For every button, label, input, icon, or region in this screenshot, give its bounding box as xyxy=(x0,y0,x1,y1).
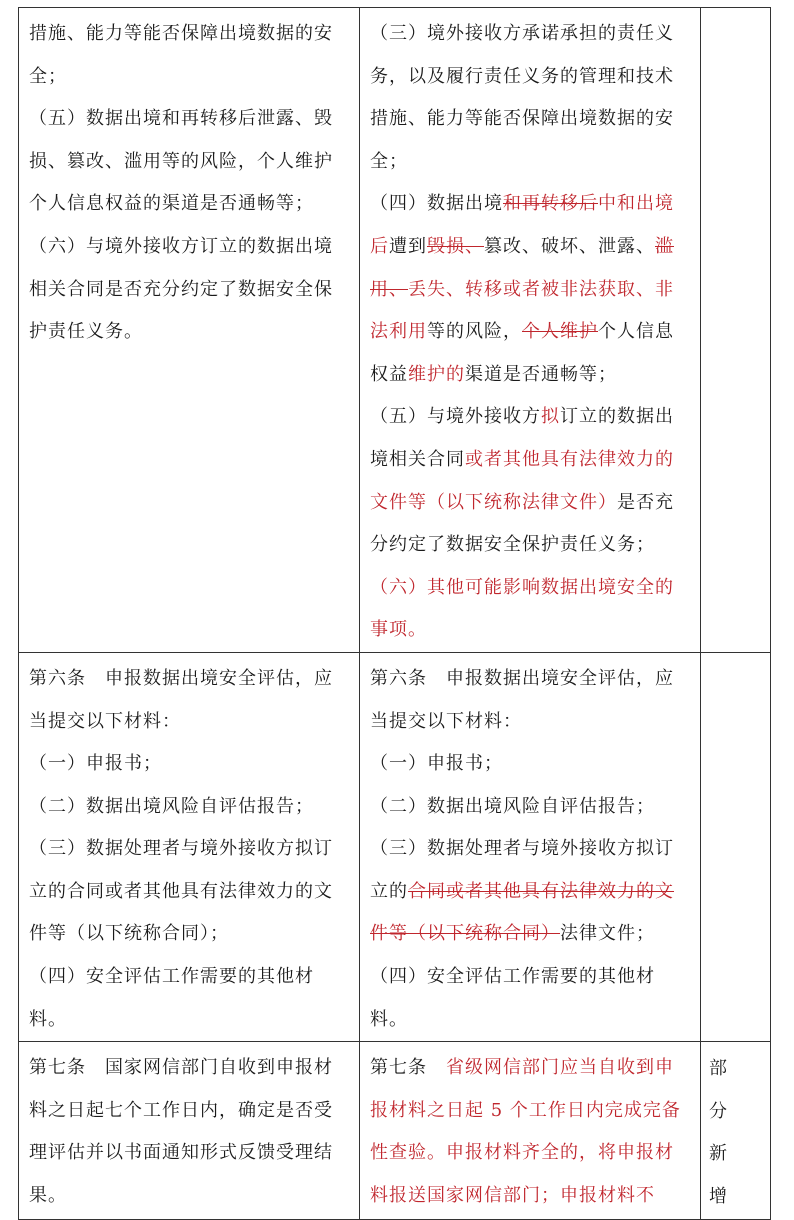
deleted-text: 毁损、 xyxy=(427,235,484,257)
text-segment: （三）数据处理者与境外接收方拟订立的 xyxy=(370,838,674,902)
added-text: 或者其他具有法律效力的文件等（以下统称法律文件） xyxy=(370,448,674,513)
added-text: 省级网信部门应当自收到申报材料之日起 5 个工作日内完成完备性查验。申报材料齐全的，将申报材料报送国家网信部门；申报材料不 xyxy=(370,1057,681,1207)
text-segment: （四）安全评估工作需要的其他材料。 xyxy=(29,966,314,1030)
deleted-text: 和再转移后 xyxy=(503,193,598,215)
text-segment: 渠道是否通畅等； xyxy=(465,363,617,385)
text-segment: （二）数据出境风险自评估报告； xyxy=(29,795,314,817)
paragraph xyxy=(370,183,690,396)
text-segment: （四）数据出境 xyxy=(370,193,503,215)
text-segment: 等的风险， xyxy=(427,321,522,343)
table-row xyxy=(19,8,771,653)
text-segment: 第七条 xyxy=(370,1057,446,1079)
paragraph xyxy=(370,828,690,956)
paragraph xyxy=(29,828,349,956)
paragraph xyxy=(370,396,690,566)
added-text: 丢失、转移或者被非法获取、非法利用 xyxy=(370,278,674,343)
revised-text-cell xyxy=(360,8,701,653)
text-segment: 遭到 xyxy=(389,235,427,257)
text-segment: （五）与境外接收方 xyxy=(370,406,541,428)
note-cell xyxy=(701,8,771,653)
text-segment: （一）申报书； xyxy=(29,753,162,775)
paragraph xyxy=(29,658,349,743)
deleted-text: 合同或者其他具有法律效力的文件等（以下统称合同） xyxy=(370,880,674,945)
paragraph xyxy=(370,786,690,829)
paragraph xyxy=(29,956,349,1041)
paragraph xyxy=(370,658,690,743)
text-segment: （二）数据出境风险自评估报告； xyxy=(370,795,655,817)
paragraph xyxy=(29,1047,349,1217)
text-segment: （三）数据处理者与境外接收方拟订立的合同或者其他具有法律效力的文件等（以下统称合同）； xyxy=(29,838,333,945)
paragraph xyxy=(29,13,349,98)
text-segment: （一）申报书； xyxy=(370,753,503,775)
text-segment: 第六条 申报数据出境安全评估，应当提交以下材料： xyxy=(29,667,333,732)
paragraph xyxy=(370,567,690,652)
added-text: 维护的 xyxy=(408,363,465,385)
paragraph xyxy=(29,743,349,786)
original-text-cell xyxy=(19,1042,360,1219)
table-row xyxy=(19,652,771,1041)
note-cell xyxy=(701,652,771,1041)
text-segment: 第七条 国家网信部门自收到申报材料之日起七个工作日内，确定是否受理评估并以书面通知形式反馈受理结果。 xyxy=(29,1057,333,1207)
added-text: （六）其他可能影响数据出境安全的事项。 xyxy=(370,576,674,641)
deleted-text: 滥用、 xyxy=(370,235,674,300)
paragraph xyxy=(370,13,690,183)
paragraph xyxy=(370,1047,690,1217)
original-text-cell xyxy=(19,652,360,1041)
paragraph xyxy=(29,98,349,226)
text-segment: （六）与境外接收方订立的数据出境相关合同是否充分约定了数据安全保护责任义务。 xyxy=(29,235,333,343)
paragraph xyxy=(29,226,349,354)
added-text: 中和出境后 xyxy=(370,193,674,257)
note-cell: 部分新增 xyxy=(701,1042,771,1219)
text-segment: （四）安全评估工作需要的其他材料。 xyxy=(370,966,655,1030)
deleted-text: 个人维护 xyxy=(522,321,598,343)
text-segment: 措施、能力等能否保障出境数据的安全； xyxy=(29,23,333,87)
text-segment: 订立的数据出境相关合同 xyxy=(370,406,674,470)
text-segment: 是否充分约定了数据安全保护责任义务； xyxy=(370,491,674,556)
paragraph xyxy=(370,743,690,786)
original-text-cell xyxy=(19,8,360,653)
text-segment: （三）境外接收方承诺承担的责任义务，以及履行责任义务的管理和技术措施、能力等能否保障出境数据的安全； xyxy=(370,23,674,172)
table-row xyxy=(19,1042,771,1219)
revised-text-cell xyxy=(360,1042,701,1219)
paragraph xyxy=(29,786,349,829)
text-segment: 篡改、破坏、泄露、 xyxy=(484,235,655,257)
text-segment: 第六条 申报数据出境安全评估，应当提交以下材料： xyxy=(370,667,674,732)
paragraph xyxy=(370,956,690,1041)
comparison-table xyxy=(18,7,771,1220)
text-segment: 法律文件； xyxy=(560,923,655,945)
text-segment: 个人信息权益 xyxy=(370,321,674,385)
added-text: 拟 xyxy=(541,406,560,428)
text-segment: （五）数据出境和再转移后泄露、毁损、篡改、滥用等的风险，个人维护个人信息权益的渠道是否通畅等； xyxy=(29,108,333,215)
revised-text-cell xyxy=(360,652,701,1041)
